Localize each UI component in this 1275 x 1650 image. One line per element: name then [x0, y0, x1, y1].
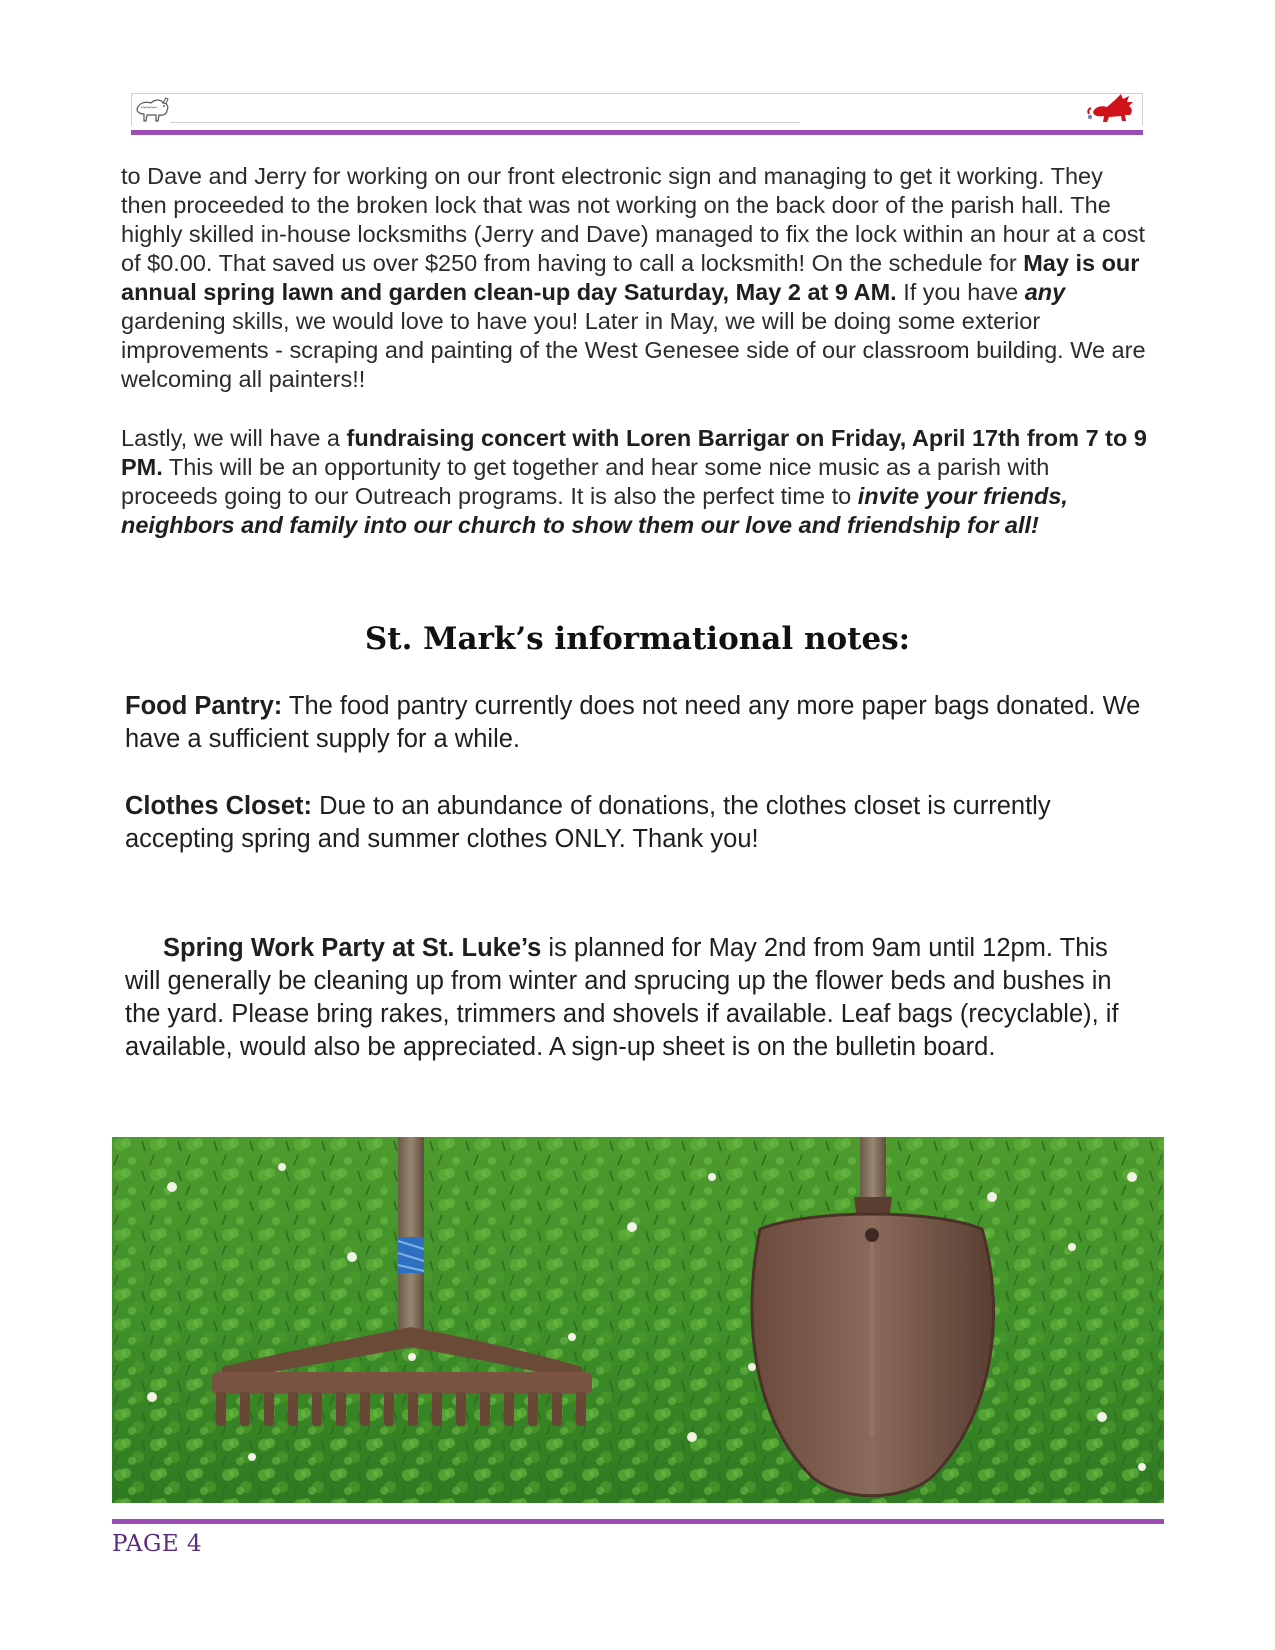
lamb-icon — [133, 95, 173, 123]
invitation-highlight: invite your friends, neighbors and family into our church to show them our love and friendship for all! — [121, 483, 1068, 538]
note-spring-work-party — [125, 932, 1145, 1064]
concert-highlight: fundraising concert with Loren Barrigar on Friday, April 17th from 7 to 9 PM. — [121, 425, 1147, 480]
note-label: Clothes Closet: — [125, 792, 313, 820]
section-title: St. Mark’s informational notes: — [364, 621, 911, 657]
paragraph-text: gardening skills, we would love to have you! Later in May, we will be doing some exterior improvements - scraping and painting of the West Genesee side of our classroom building. We are welcoming all painters!! — [121, 308, 1146, 392]
paragraph-text: Lastly, we will have a — [121, 425, 347, 451]
paragraph-text: If you have — [896, 279, 1025, 305]
note-clothes-closet — [125, 790, 1145, 856]
note-text: Due to an abundance of donations, the clothes closet is currently accepting spring and summer clothes ONLY. Thank you! — [125, 792, 1051, 853]
rake-and-shovel-icon — [112, 1137, 1164, 1503]
note-text: is planned for May 2nd from 9am until 12pm. This will generally be cleaning up from winter and sprucing up the flower beds and bushes in the yard. Please bring rakes, trimmers and shovels if available. Leaf bags (recyclable), if available, would also be appreciated. A sign-up sheet is on the bulletin board. — [125, 934, 1119, 1061]
header-divider — [170, 122, 800, 123]
paragraph-text: This will be an opportunity to get together and hear some nice music as a parish with proceeds going to our Outreach programs. It is also the perfect time to — [121, 454, 1050, 509]
footer-rule — [112, 1519, 1164, 1524]
article-paragraph-1 — [121, 162, 1151, 394]
emphasis-text: any — [1024, 279, 1066, 305]
note-text: The food pantry currently does not need any more paper bags donated. We have a sufficient supply for a while. — [125, 692, 1141, 753]
header-rule — [131, 130, 1143, 135]
cleanup-day-highlight: May is our annual spring lawn and garden clean-up day Saturday, May 2 at 9 AM. — [121, 250, 1140, 305]
note-label: Food Pantry: — [125, 692, 283, 720]
page-number: PAGE 4 — [112, 1531, 203, 1557]
winged-lion-icon — [1085, 90, 1140, 126]
paragraph-text: to Dave and Jerry for working on our front electronic sign and managing to get it working. They then proceeded to the broken lock that was not working on the back door of the parish hall. The highly skilled in-house locksmiths (Jerry and Dave) managed to fix the lock within an hour at a cost of $0.00. That saved us over $250 from having to call a locksmith! On the schedule for — [121, 163, 1146, 276]
garden-photo — [112, 1137, 1164, 1503]
note-label: Spring Work Party at St. Luke’s — [163, 934, 542, 962]
article-paragraph-2 — [121, 424, 1151, 540]
note-food-pantry — [125, 690, 1145, 756]
